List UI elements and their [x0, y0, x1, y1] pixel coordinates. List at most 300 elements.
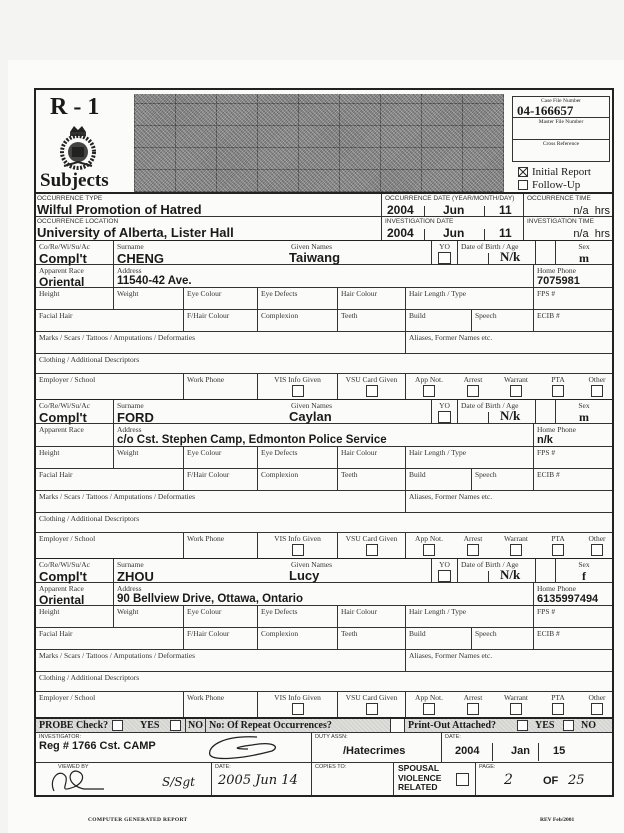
build-label: Build	[409, 311, 426, 320]
build-label: Build	[409, 629, 426, 638]
printout-label: Print-Out Attached?	[408, 720, 497, 731]
subject-name-row	[36, 559, 612, 583]
yo-checkbox[interactable]	[438, 252, 451, 264]
form-cell	[406, 469, 472, 490]
height-label: Height	[39, 448, 60, 457]
investigator-row	[36, 733, 612, 763]
sex-label: Sex	[578, 560, 590, 569]
probe-row	[36, 718, 612, 733]
form-cell	[258, 692, 338, 717]
fhair-colour-label: F/Hair Colour	[187, 629, 230, 638]
probe-yes-label: YES	[140, 720, 160, 731]
given-names-label: Given Names	[291, 560, 333, 569]
form-cell	[258, 374, 338, 399]
dob-label: Date of Birth / Age	[461, 401, 519, 410]
address-value: 11540-42 Ave.	[117, 275, 192, 287]
other-label: Other	[588, 693, 606, 702]
occurrence-time-cell	[524, 194, 612, 216]
address-label: Address	[117, 425, 142, 434]
form-cell	[406, 288, 534, 309]
occurrence-time-value: n/a hrs	[573, 205, 610, 217]
printout-yes-checkbox[interactable]	[517, 720, 528, 731]
pta-label: PTA	[551, 534, 565, 543]
sex-cell	[556, 241, 612, 264]
fps-label: FPS #	[537, 607, 556, 616]
investigation-date-month: Jun	[443, 226, 465, 240]
cross-reference-label: Cross Reference	[513, 139, 609, 147]
address-value: c/o Cst. Stephen Camp, Edmonton Police Service	[117, 434, 387, 446]
subject-marks-row	[36, 650, 612, 672]
form-cell	[406, 628, 472, 649]
subject-name-row	[36, 241, 612, 265]
warrant-checkbox[interactable]	[510, 544, 522, 556]
dob-spacer	[536, 241, 556, 264]
hair-colour-label: Hair Colour	[341, 448, 378, 457]
hair-length-label: Hair Length / Type	[409, 607, 467, 616]
app-not-label: App Not.	[415, 693, 443, 702]
facial-hair-label: Facial Hair	[39, 311, 73, 320]
form-cell	[184, 310, 258, 331]
form-code: R - 1	[50, 94, 100, 120]
form-cell	[472, 310, 534, 331]
home-phone-value: 7075981	[537, 275, 580, 287]
printout-no-checkbox[interactable]	[563, 720, 574, 731]
weight-label: Weight	[117, 448, 139, 457]
form-cell	[184, 374, 258, 399]
home-phone-cell	[534, 583, 612, 605]
form-cell	[406, 491, 612, 512]
investigation-time-value: n/a hrs	[573, 228, 610, 240]
subject-features-row	[36, 469, 612, 491]
probe-no-cell	[186, 719, 206, 732]
ecib-label: ECIB #	[537, 629, 560, 638]
form-cell	[534, 310, 612, 331]
form-cell	[534, 606, 612, 627]
complexion-label: Complexion	[261, 629, 299, 638]
subject-block	[36, 241, 612, 400]
dob-value: N/k	[500, 408, 521, 423]
pta-checkbox[interactable]	[552, 385, 564, 397]
review-date-cell	[212, 763, 312, 795]
vsu-card-checkbox[interactable]	[366, 385, 378, 397]
clothing-label: Clothing / Additional Descriptors	[39, 514, 140, 523]
subject-features-row	[36, 628, 612, 650]
name-cell	[114, 241, 432, 264]
surname-label: Surname	[117, 242, 144, 251]
app-not-label: App Not.	[415, 534, 443, 543]
surname-label: Surname	[117, 401, 144, 410]
sex-value: f	[582, 569, 586, 583]
role-cell	[36, 559, 114, 582]
form-header	[36, 90, 612, 194]
reviewed-by-label: VIEWED BY	[58, 764, 89, 770]
investigation-time-label: INVESTIGATION TIME	[527, 218, 594, 225]
form-cell	[338, 533, 406, 558]
speech-label: Speech	[475, 311, 497, 320]
form-cell	[184, 628, 258, 649]
form-cell	[36, 692, 184, 717]
revision-note: REV Feb/2001	[540, 817, 575, 823]
vsu-card-label: VSU Card Given	[345, 375, 398, 384]
eye-defects-label: Eye Defects	[261, 448, 298, 457]
other-label: Other	[588, 534, 606, 543]
reviewed-by-cell	[36, 763, 212, 795]
occurrence-location-row	[36, 217, 612, 241]
vis-info-checkbox[interactable]	[292, 544, 304, 556]
race-label: Apparent Race	[39, 266, 84, 275]
printout-yes-label: YES	[535, 720, 555, 731]
vsu-card-checkbox[interactable]	[366, 703, 378, 715]
file-number-box	[512, 96, 610, 162]
occurrence-date-label: OCCURRENCE DATE (YEAR/MONTH/DAY)	[385, 195, 515, 202]
duty-assignment-cell	[312, 733, 442, 762]
other-checkbox[interactable]	[591, 703, 603, 715]
eye-colour-label: Eye Colour	[187, 289, 222, 298]
investigator-cell	[36, 733, 312, 762]
initial-report-label: Initial Report	[532, 166, 591, 178]
vis-info-label: VIS Info Given	[274, 693, 321, 702]
subject-clothing-row	[36, 513, 612, 533]
sex-cell	[556, 559, 612, 582]
hair-colour-label: Hair Colour	[341, 607, 378, 616]
role-value: Compl't	[39, 410, 87, 425]
arrest-label: Arrest	[463, 375, 483, 384]
other-label: Other	[588, 375, 606, 384]
surname-value: CHENG	[117, 251, 164, 266]
name-cell	[114, 559, 432, 582]
yo-label: YO	[439, 242, 450, 251]
spacer-cell	[391, 719, 405, 732]
facial-hair-label: Facial Hair	[39, 629, 73, 638]
app-not-checkbox[interactable]	[423, 703, 435, 715]
occurrence-type-row	[36, 194, 612, 217]
form-cell	[36, 310, 184, 331]
form-cell	[338, 447, 406, 468]
form-cell	[36, 628, 184, 649]
investigation-date-year: 2004	[387, 226, 414, 240]
form-cell	[36, 650, 406, 671]
disposition-cell	[406, 692, 612, 717]
yo-label: YO	[439, 401, 450, 410]
subjects-list	[36, 241, 612, 718]
form-cell	[534, 447, 612, 468]
form-cell	[338, 288, 406, 309]
subject-physical-row	[36, 288, 612, 310]
page-of-label: OF	[543, 775, 559, 787]
other-checkbox[interactable]	[591, 544, 603, 556]
case-file-number: 04-166657	[517, 103, 574, 118]
vis-info-checkbox[interactable]	[292, 385, 304, 397]
home-phone-label: Home Phone	[537, 584, 576, 593]
form-cell	[258, 628, 338, 649]
form-cell	[36, 288, 114, 309]
arrest-label: Arrest	[463, 534, 483, 543]
arrest-checkbox[interactable]	[467, 703, 479, 715]
arrest-checkbox[interactable]	[467, 385, 479, 397]
form-cell	[114, 447, 184, 468]
form-cell	[36, 513, 612, 532]
occurrence-type-label: OCCURRENCE TYPE	[37, 195, 103, 202]
spousal-label-3: RELATED	[398, 782, 438, 792]
sex-label: Sex	[578, 242, 590, 251]
fhair-colour-label: F/Hair Colour	[187, 311, 230, 320]
given-names-label: Given Names	[291, 242, 333, 251]
subject-employer-row	[36, 533, 612, 559]
reviewer-rank: S/Sgt	[162, 775, 195, 789]
investigator-label: INVESTIGATOR:	[39, 734, 81, 740]
form-cell	[406, 447, 534, 468]
subject-employer-row	[36, 692, 612, 718]
dob-cell	[458, 241, 536, 264]
report-date-label: DATE:	[445, 734, 461, 740]
arrest-checkbox[interactable]	[467, 544, 479, 556]
eye-defects-label: Eye Defects	[261, 289, 298, 298]
given-names-label: Given Names	[291, 401, 333, 410]
race-cell	[36, 583, 114, 605]
report-date-month: Jan	[511, 745, 530, 757]
page-label: PAGE:	[479, 764, 496, 770]
subject-marks-row	[36, 491, 612, 513]
yo-cell	[432, 559, 458, 582]
subject-marks-row	[36, 332, 612, 354]
form-cell	[184, 288, 258, 309]
pta-checkbox[interactable]	[552, 544, 564, 556]
app-not-checkbox[interactable]	[423, 544, 435, 556]
form-cell	[184, 606, 258, 627]
subject-name-row	[36, 400, 612, 424]
yo-cell	[432, 241, 458, 264]
race-cell	[36, 424, 114, 446]
dob-spacer	[536, 400, 556, 423]
given-names-value: Caylan	[289, 409, 332, 424]
aliases-label: Aliases, Former Names etc.	[409, 651, 493, 660]
form-cell	[36, 354, 612, 373]
form-cell	[36, 447, 114, 468]
arrest-label: Arrest	[463, 693, 483, 702]
warrant-checkbox[interactable]	[510, 385, 522, 397]
vsu-card-label: VSU Card Given	[345, 693, 398, 702]
printout-no-label: NO	[581, 720, 596, 731]
form-cell	[36, 374, 184, 399]
surname-value: ZHOU	[117, 569, 154, 584]
subject-clothing-row	[36, 672, 612, 692]
eye-colour-label: Eye Colour	[187, 607, 222, 616]
name-cell	[114, 400, 432, 423]
home-phone-value: 6135997494	[537, 593, 599, 605]
form-cell	[258, 447, 338, 468]
occurrence-location-label: OCCURRENCE LOCATION	[37, 218, 119, 225]
investigation-time-cell	[524, 217, 612, 240]
teeth-label: Teeth	[341, 629, 358, 638]
surname-label: Surname	[117, 560, 144, 569]
occurrence-time-label: OCCURRENCE TIME	[527, 195, 591, 202]
vis-info-label: VIS Info Given	[274, 375, 321, 384]
address-label: Address	[117, 584, 142, 593]
follow-up-option[interactable]	[518, 179, 580, 191]
form-cell	[36, 606, 114, 627]
dob-label: Date of Birth / Age	[461, 242, 519, 251]
home-phone-label: Home Phone	[537, 266, 576, 275]
initial-report-checkbox[interactable]	[518, 167, 528, 177]
dob-value: N/k	[500, 249, 521, 264]
subject-clothing-row	[36, 354, 612, 374]
occurrence-type-value: Wilful Promotion of Hatred	[37, 202, 202, 217]
complexion-label: Complexion	[261, 470, 299, 479]
speech-label: Speech	[475, 470, 497, 479]
subject-employer-row	[36, 374, 612, 400]
address-cell	[114, 424, 534, 446]
subject-physical-row	[36, 606, 612, 628]
form-cell	[534, 628, 612, 649]
work-phone-label: Work Phone	[187, 693, 225, 702]
disposition-cell	[406, 533, 612, 558]
form-cell	[184, 469, 258, 490]
home-phone-label: Home Phone	[537, 425, 576, 434]
given-names-value: Taiwang	[289, 250, 341, 265]
investigation-date-cell	[382, 217, 524, 240]
investigation-date-label: INVESTIGATION DATE	[385, 218, 454, 225]
reviewer-signature	[44, 765, 124, 795]
marks-label: Marks / Scars / Tattoos / Amputations / Deformaties	[39, 492, 195, 501]
repeat-occurrences-label: No: Of Repeat Occurrences?	[209, 720, 332, 731]
race-value: Oriental	[39, 275, 85, 289]
probe-yes-checkbox[interactable]	[112, 720, 123, 731]
pta-label: PTA	[551, 375, 565, 384]
role-value: Compl't	[39, 569, 87, 584]
repeat-occurrences-cell	[206, 719, 391, 732]
occurrence-type-cell	[36, 194, 382, 216]
complexion-label: Complexion	[261, 311, 299, 320]
subject-address-row	[36, 583, 612, 606]
address-cell	[114, 265, 534, 287]
form-cell	[338, 469, 406, 490]
follow-up-checkbox[interactable]	[518, 180, 528, 190]
form-cell	[184, 533, 258, 558]
form-cell	[338, 692, 406, 717]
investigation-date-day: 11	[499, 226, 512, 240]
clothing-label: Clothing / Additional Descriptors	[39, 673, 140, 682]
yo-cell	[432, 400, 458, 423]
pta-label: PTA	[551, 693, 565, 702]
marks-label: Marks / Scars / Tattoos / Amputations / Deformaties	[39, 651, 195, 660]
form-cell	[406, 650, 612, 671]
teeth-label: Teeth	[341, 311, 358, 320]
race-cell	[36, 265, 114, 287]
investigator-value: Reg # 1766 Cst. CAMP	[39, 740, 156, 752]
form-cell	[534, 469, 612, 490]
other-checkbox[interactable]	[591, 385, 603, 397]
form-cell	[258, 533, 338, 558]
occurrence-location-cell	[36, 217, 382, 240]
form-cell	[406, 332, 612, 353]
dob-label: Date of Birth / Age	[461, 560, 519, 569]
warrant-label: Warrant	[504, 534, 528, 543]
report-date-cell	[442, 733, 612, 762]
probe-no-label: NO	[188, 720, 203, 731]
duty-assignment-label: DUTY ASSN:	[315, 734, 348, 740]
address-cell	[114, 583, 534, 605]
subject-block	[36, 559, 612, 718]
warrant-label: Warrant	[504, 693, 528, 702]
spousal-violence-checkbox[interactable]	[456, 773, 469, 786]
app-not-checkbox[interactable]	[423, 385, 435, 397]
role-cell	[36, 400, 114, 423]
marks-label: Marks / Scars / Tattoos / Amputations / Deformaties	[39, 333, 195, 342]
form-cell	[258, 606, 338, 627]
subject-features-row	[36, 310, 612, 332]
form-cell	[36, 491, 406, 512]
review-date-label: DATE:	[215, 764, 231, 770]
form-cell	[338, 310, 406, 331]
printout-cell	[405, 719, 612, 732]
role-value: Compl't	[39, 251, 87, 266]
pta-checkbox[interactable]	[552, 703, 564, 715]
spousal-label-2: VIOLENCE	[398, 772, 442, 783]
eye-colour-label: Eye Colour	[187, 448, 222, 457]
occurrence-location-value: University of Alberta, Lister Hall	[37, 225, 234, 240]
employer-label: Employer / School	[39, 534, 96, 543]
report-date-year: 2004	[455, 745, 480, 757]
spousal-violence-cell	[394, 763, 476, 795]
vsu-card-checkbox[interactable]	[366, 544, 378, 556]
form-cell	[406, 310, 472, 331]
yo-checkbox[interactable]	[438, 570, 451, 582]
page-total: 25	[568, 773, 585, 788]
form-cell	[258, 469, 338, 490]
role-label: Co/Re/Wi/Su/Ac	[39, 401, 90, 410]
vis-info-label: VIS Info Given	[274, 534, 321, 543]
form-cell	[36, 533, 184, 558]
ecib-label: ECIB #	[537, 311, 560, 320]
role-label: Co/Re/Wi/Su/Ac	[39, 560, 90, 569]
home-phone-cell	[534, 424, 612, 446]
copies-to-cell	[312, 763, 394, 795]
fps-label: FPS #	[537, 448, 556, 457]
initial-report-option[interactable]	[518, 166, 591, 178]
speech-label: Speech	[475, 629, 497, 638]
subject-address-row	[36, 265, 612, 288]
role-cell	[36, 241, 114, 264]
race-value: Oriental	[39, 593, 85, 607]
form-cell	[36, 332, 406, 353]
form-cell	[338, 374, 406, 399]
facial-hair-label: Facial Hair	[39, 470, 73, 479]
hair-colour-label: Hair Colour	[341, 289, 378, 298]
teeth-label: Teeth	[341, 470, 358, 479]
sex-label: Sex	[578, 401, 590, 410]
form-cell	[258, 288, 338, 309]
occurrence-date-year: 2004	[387, 203, 414, 217]
probe-label: PROBE Check?	[39, 720, 109, 731]
sex-value: m	[579, 251, 589, 265]
yo-checkbox[interactable]	[438, 411, 451, 423]
build-label: Build	[409, 470, 426, 479]
form-title: Subjects	[40, 170, 109, 191]
eye-defects-label: Eye Defects	[261, 607, 298, 616]
home-phone-value: n/k	[537, 434, 553, 446]
hair-length-label: Hair Length / Type	[409, 289, 467, 298]
vis-info-checkbox[interactable]	[292, 703, 304, 715]
subjects-form	[34, 88, 614, 797]
probe-no-checkbox[interactable]	[170, 720, 181, 731]
occurrence-date-cell	[382, 194, 524, 216]
warrant-checkbox[interactable]	[510, 703, 522, 715]
dob-spacer	[536, 559, 556, 582]
subject-physical-row	[36, 447, 612, 469]
work-phone-label: Work Phone	[187, 534, 225, 543]
page-cell	[476, 763, 612, 795]
given-names-value: Lucy	[289, 568, 320, 583]
